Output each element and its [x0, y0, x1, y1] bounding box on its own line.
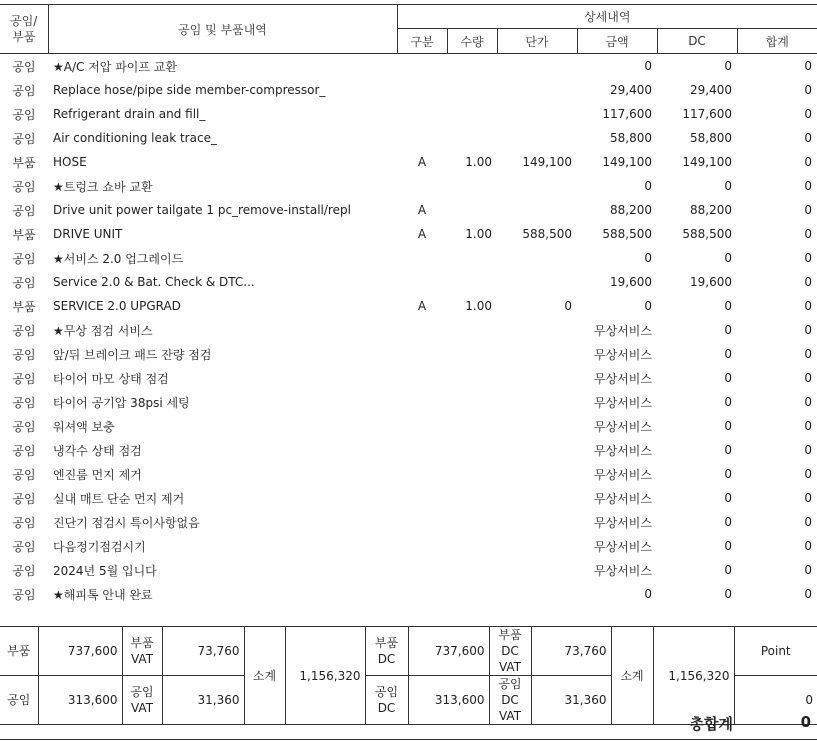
table-row	[0, 438, 817, 462]
row-description: Drive unit power tailgate 1 pc_remove-install/repl	[53, 203, 351, 217]
row-unit-price	[497, 198, 577, 222]
row-code	[397, 486, 447, 510]
row-total: 0	[804, 251, 812, 265]
table-row	[0, 534, 817, 558]
row-total: 0	[804, 203, 812, 217]
row-code	[397, 510, 447, 534]
row-type: 공임	[12, 275, 36, 290]
row-code	[397, 270, 447, 294]
row-code	[397, 246, 447, 270]
row-total: 0	[804, 371, 812, 385]
row-dc: 0	[724, 491, 732, 505]
row-amount: 88,200	[610, 203, 652, 217]
row-type: 공임	[12, 395, 36, 410]
labor-dc-label: 공임 DC	[365, 676, 408, 725]
row-type: 공임	[12, 539, 36, 554]
row-amount: 29,400	[610, 83, 652, 97]
subtotal-value: 1,156,320	[285, 627, 365, 725]
row-amount: 무상서비스	[594, 443, 652, 458]
row-amount: 무상서비스	[594, 515, 652, 530]
row-type: 공임	[12, 203, 36, 218]
labor-dc-value: 313,600	[408, 676, 489, 725]
row-amount: 무상서비스	[594, 323, 652, 338]
detail-group-header: 상세내역	[397, 5, 817, 29]
row-unit-price	[497, 510, 577, 534]
point-label: Point	[734, 627, 817, 676]
row-unit-price: 588,500	[522, 227, 572, 241]
table-row	[0, 78, 817, 102]
row-dc: 0	[724, 443, 732, 457]
table-row	[0, 102, 817, 126]
row-description: 타이어 마모 상태 점검	[53, 371, 169, 386]
row-amount: 117,600	[602, 107, 652, 121]
row-code: A	[417, 299, 427, 313]
row-total: 0	[804, 515, 812, 529]
row-unit-price	[497, 534, 577, 558]
row-dc: 0	[724, 347, 732, 361]
row-code	[397, 318, 447, 342]
row-total: 0	[804, 443, 812, 457]
row-description: 앞/뒤 브레이크 패드 잔량 점검	[53, 347, 212, 362]
row-total: 0	[804, 179, 812, 193]
row-dc: 0	[724, 419, 732, 433]
row-description: Refrigerant drain and fill_	[53, 107, 206, 121]
row-qty	[447, 366, 497, 390]
row-total: 0	[804, 275, 812, 289]
row-qty	[447, 390, 497, 414]
row-description: ★서비스 2.0 업그레이드	[53, 251, 184, 266]
row-type: 부품	[12, 299, 36, 314]
qty-column-header: 수량	[447, 29, 497, 54]
row-total: 0	[804, 347, 812, 361]
row-type: 공임	[12, 347, 36, 362]
row-type: 부품	[12, 227, 36, 242]
row-amount: 무상서비스	[594, 419, 652, 434]
row-code	[397, 174, 447, 198]
row-total: 0	[804, 491, 812, 505]
row-description: SERVICE 2.0 UPGRAD	[53, 299, 181, 313]
line-items	[0, 54, 817, 607]
row-unit-price	[497, 582, 577, 606]
row-total: 0	[804, 227, 812, 241]
row-total: 0	[804, 323, 812, 337]
row-description: 다음정기점검시기	[53, 539, 146, 554]
labor-dc-vat-value: 31,360	[531, 676, 611, 725]
table-row	[0, 222, 817, 246]
point-value: 0	[734, 676, 817, 725]
row-total: 0	[804, 467, 812, 481]
table-row	[0, 270, 817, 294]
grand-total-bar	[0, 707, 817, 740]
row-description: Service 2.0 & Bat. Check & DTC...	[53, 275, 255, 289]
row-amount: 0	[644, 587, 652, 601]
row-description: 냉각수 상태 점검	[53, 443, 142, 458]
row-code	[397, 78, 447, 102]
row-type: 공임	[12, 323, 36, 338]
row-dc: 0	[724, 371, 732, 385]
row-total: 0	[804, 155, 812, 169]
row-qty	[447, 534, 497, 558]
row-type: 공임	[12, 251, 36, 266]
row-qty	[447, 198, 497, 222]
row-code: A	[417, 227, 427, 241]
row-code: A	[417, 155, 427, 169]
row-amount: 19,600	[610, 275, 652, 289]
row-type: 공임	[12, 515, 36, 530]
subtotal-label: 소계	[244, 627, 285, 725]
row-dc: 58,800	[690, 131, 732, 145]
table-row	[0, 174, 817, 198]
type-column-header: 공임/ 부품	[0, 5, 48, 54]
row-description: 워셔액 보충	[53, 419, 115, 434]
row-total: 0	[804, 563, 812, 577]
row-dc: 588,500	[682, 227, 732, 241]
row-qty	[447, 318, 497, 342]
row-dc: 117,600	[682, 107, 732, 121]
row-type: 공임	[12, 179, 36, 194]
row-code	[397, 438, 447, 462]
row-qty	[447, 54, 497, 79]
table-row	[0, 462, 817, 486]
grand-total-label: 총합계	[689, 715, 733, 733]
row-dc: 0	[724, 323, 732, 337]
dc-subtotal-value: 1,156,320	[653, 627, 734, 725]
labor-vat-value: 31,360	[162, 676, 244, 725]
table-row	[0, 294, 817, 318]
row-code	[397, 414, 447, 438]
row-qty	[447, 558, 497, 582]
parts-dc-vat-label: 부품 DC VAT	[489, 627, 531, 676]
row-type: 공임	[12, 587, 36, 602]
table-row	[0, 582, 817, 606]
row-description: ★무상 점검 서비스	[53, 323, 153, 338]
row-dc: 0	[724, 299, 732, 313]
row-qty	[447, 270, 497, 294]
row-dc: 88,200	[690, 203, 732, 217]
row-type: 공임	[12, 59, 36, 74]
row-unit-price	[497, 486, 577, 510]
parts-vat-label: 부품 VAT	[122, 627, 162, 676]
amount-column-header: 금액	[577, 29, 657, 54]
row-type: 공임	[12, 443, 36, 458]
row-unit-price	[497, 342, 577, 366]
row-unit-price	[497, 270, 577, 294]
row-qty	[447, 126, 497, 150]
row-type: 공임	[12, 491, 36, 506]
table-row	[0, 54, 817, 79]
row-code	[397, 462, 447, 486]
row-dc: 0	[724, 179, 732, 193]
table-row	[0, 390, 817, 414]
row-code	[397, 126, 447, 150]
row-unit-price	[497, 318, 577, 342]
table-row	[0, 198, 817, 222]
row-total: 0	[804, 83, 812, 97]
row-type: 부품	[12, 155, 36, 170]
row-dc: 0	[724, 395, 732, 409]
row-qty	[447, 486, 497, 510]
table-row	[0, 558, 817, 582]
row-dc: 0	[724, 587, 732, 601]
row-type: 공임	[12, 131, 36, 146]
row-qty: 1.00	[465, 227, 492, 241]
total-column-header: 합계	[737, 29, 817, 54]
row-description: 엔진룸 먼지 제거	[53, 467, 142, 482]
row-code	[397, 534, 447, 558]
labor-dc-vat-label: 공임 DC VAT	[489, 676, 531, 725]
row-unit-price	[497, 558, 577, 582]
row-total: 0	[804, 299, 812, 313]
row-type: 공임	[12, 419, 36, 434]
row-dc: 0	[724, 515, 732, 529]
row-qty	[447, 246, 497, 270]
row-qty	[447, 582, 497, 606]
row-amount: 149,100	[602, 155, 652, 169]
parts-label: 부품	[0, 627, 38, 676]
row-description: HOSE	[53, 155, 87, 169]
row-unit-price	[497, 246, 577, 270]
row-qty	[447, 342, 497, 366]
parts-value: 737,600	[38, 627, 122, 676]
row-amount: 58,800	[610, 131, 652, 145]
row-unit-price	[497, 414, 577, 438]
row-qty	[447, 438, 497, 462]
row-type: 공임	[12, 563, 36, 578]
row-total: 0	[804, 419, 812, 433]
row-unit-price	[497, 126, 577, 150]
row-code: A	[417, 203, 427, 217]
dc-column-header: DC	[657, 29, 737, 54]
labor-value: 313,600	[38, 676, 122, 725]
row-amount: 무상서비스	[594, 371, 652, 386]
row-type: 공임	[12, 467, 36, 482]
table-row	[0, 246, 817, 270]
parts-dc-value: 737,600	[408, 627, 489, 676]
row-amount: 무상서비스	[594, 467, 652, 482]
row-amount: 0	[644, 179, 652, 193]
row-total: 0	[804, 395, 812, 409]
row-description: Air conditioning leak trace_	[53, 131, 217, 145]
row-unit-price	[497, 366, 577, 390]
row-amount: 무상서비스	[594, 539, 652, 554]
row-unit-price	[497, 390, 577, 414]
row-qty	[447, 102, 497, 126]
table-row	[0, 126, 817, 150]
estimate-table	[0, 4, 817, 606]
row-type: 공임	[12, 83, 36, 98]
row-dc: 149,100	[682, 155, 732, 169]
row-amount: 무상서비스	[594, 491, 652, 506]
table-row	[0, 318, 817, 342]
table-row	[0, 342, 817, 366]
unit-price-column-header: 단가	[497, 29, 577, 54]
row-unit-price	[497, 78, 577, 102]
labor-vat-label: 공임 VAT	[122, 676, 162, 725]
row-code	[397, 390, 447, 414]
parts-dc-vat-value: 73,760	[531, 627, 611, 676]
row-description: DRIVE UNIT	[53, 227, 123, 241]
row-code	[397, 582, 447, 606]
row-unit-price	[497, 438, 577, 462]
row-description: 진단기 점검시 특이사항없음	[53, 515, 200, 530]
row-qty: 1.00	[465, 299, 492, 313]
grand-total-value: 0	[800, 713, 811, 731]
dc-subtotal-label: 소계	[611, 627, 653, 725]
row-description: ★해피톡 안내 완료	[53, 587, 153, 602]
row-qty	[447, 414, 497, 438]
row-dc: 19,600	[690, 275, 732, 289]
row-amount: 무상서비스	[594, 347, 652, 362]
row-code	[397, 102, 447, 126]
row-amount: 0	[644, 251, 652, 265]
row-amount: 무상서비스	[594, 395, 652, 410]
row-total: 0	[804, 107, 812, 121]
row-qty	[447, 174, 497, 198]
row-qty	[447, 462, 497, 486]
row-description: ★트렁크 쇼바 교환	[53, 179, 153, 194]
row-unit-price: 149,100	[522, 155, 572, 169]
row-total: 0	[804, 59, 812, 73]
row-total: 0	[804, 587, 812, 601]
row-dc: 0	[724, 539, 732, 553]
row-total: 0	[804, 131, 812, 145]
row-unit-price	[497, 102, 577, 126]
row-qty	[447, 510, 497, 534]
row-unit-price	[497, 54, 577, 79]
row-unit-price	[497, 462, 577, 486]
row-code	[397, 558, 447, 582]
row-unit-price	[497, 174, 577, 198]
row-description: ★A/C 저압 파이프 교환	[53, 59, 177, 74]
row-code	[397, 342, 447, 366]
row-qty: 1.00	[465, 155, 492, 169]
row-amount: 0	[644, 299, 652, 313]
row-description: 2024년 5월 입니다	[53, 563, 157, 578]
table-row	[0, 414, 817, 438]
table-row	[0, 510, 817, 534]
row-type: 공임	[12, 371, 36, 386]
table-row	[0, 486, 817, 510]
row-dc: 0	[724, 563, 732, 577]
description-column-header: 공임 및 부품내역	[48, 5, 397, 54]
table-row	[0, 366, 817, 390]
row-total: 0	[804, 539, 812, 553]
row-code	[397, 54, 447, 79]
table-row	[0, 150, 817, 174]
row-description: Replace hose/pipe side member-compressor_	[53, 83, 326, 97]
labor-label: 공임	[0, 676, 38, 725]
row-amount: 무상서비스	[594, 563, 652, 578]
row-unit-price: 0	[564, 299, 572, 313]
row-qty	[447, 78, 497, 102]
code-column-header: 구분	[397, 29, 447, 54]
row-code	[397, 366, 447, 390]
parts-dc-label: 부품 DC	[365, 627, 408, 676]
parts-vat-value: 73,760	[162, 627, 244, 676]
row-dc: 0	[724, 59, 732, 73]
row-dc: 0	[724, 251, 732, 265]
row-description: 타이어 공기압 38psi 세팅	[53, 395, 190, 410]
row-description: 실내 매트 단순 먼지 제거	[53, 491, 185, 506]
row-dc: 29,400	[690, 83, 732, 97]
row-amount: 588,500	[602, 227, 652, 241]
row-dc: 0	[724, 467, 732, 481]
row-type: 공임	[12, 107, 36, 122]
row-amount: 0	[644, 59, 652, 73]
